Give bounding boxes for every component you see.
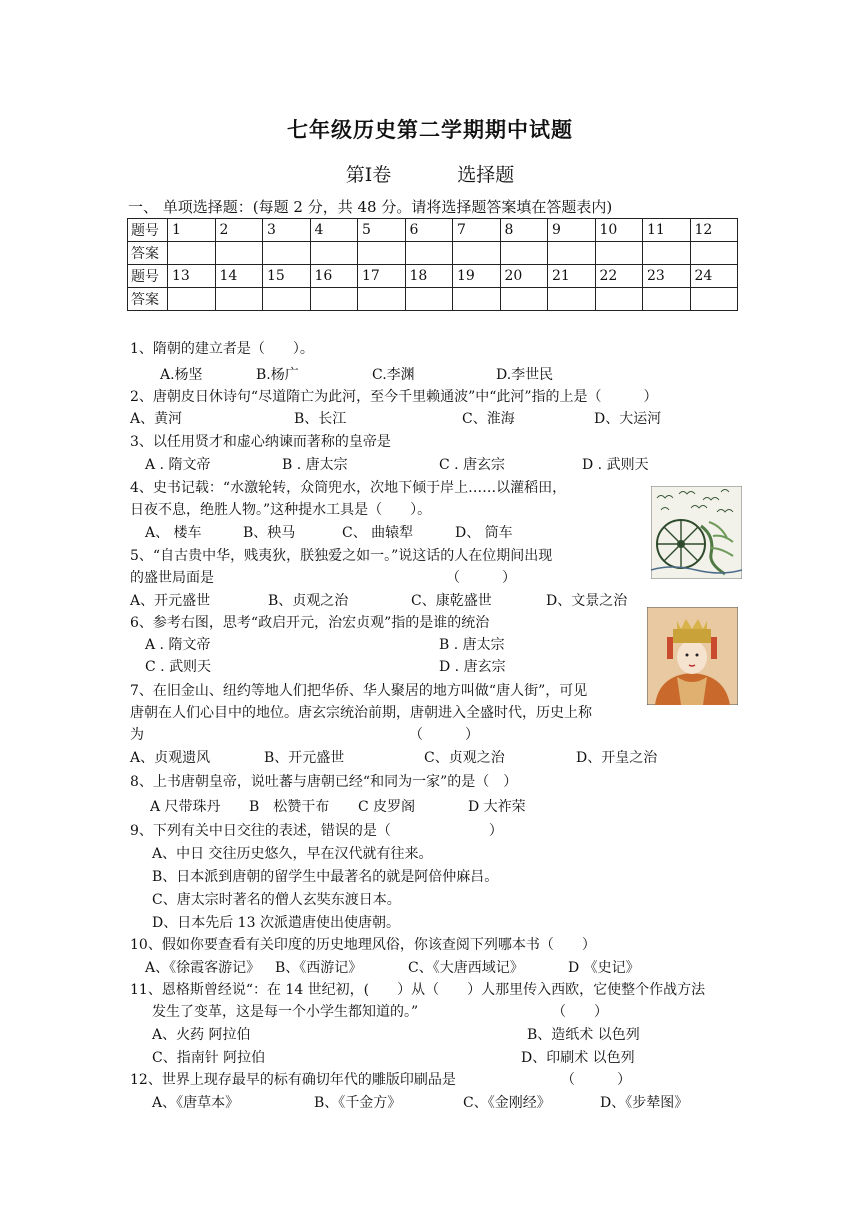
question-3-option-d: D . 武则天 bbox=[582, 457, 649, 473]
table-row bbox=[128, 265, 738, 288]
question-number: 18 bbox=[405, 265, 453, 288]
answer-cell[interactable] bbox=[405, 288, 453, 311]
question-12-option-b: B、《千金方》 bbox=[314, 1095, 402, 1111]
question-12-option-a: A、《唐草本》 bbox=[152, 1095, 240, 1111]
table-row bbox=[128, 219, 738, 242]
question-7-option-c: C、贞观之治 bbox=[424, 750, 505, 766]
question-8-option-c: C 皮罗阁 bbox=[358, 799, 416, 815]
question-11-option-b: B、造纸术 以色列 bbox=[527, 1027, 640, 1043]
answer-cell[interactable] bbox=[453, 242, 501, 265]
answer-cell[interactable] bbox=[643, 288, 691, 311]
answer-cell[interactable] bbox=[358, 242, 406, 265]
question-12-option-c: C、《金刚经》 bbox=[463, 1095, 551, 1111]
question-9-option-b: B、日本派到唐朝的留学生中最著名的就是阿倍仲麻吕。 bbox=[152, 869, 499, 885]
answer-cell[interactable] bbox=[500, 242, 548, 265]
table-row bbox=[128, 242, 738, 265]
question-11-blank: （ ） bbox=[552, 1004, 608, 1020]
question-6-option-b: B . 唐太宗 bbox=[439, 637, 505, 653]
question-number: 13 bbox=[168, 265, 216, 288]
question-number: 21 bbox=[548, 265, 596, 288]
question-3-stem: 3、以任用贤才和虚心纳谏而著称的皇帝是 bbox=[130, 434, 391, 450]
question-4-option-c: C、 曲辕犁 bbox=[342, 525, 414, 541]
question-6-option-c: C . 武则天 bbox=[145, 659, 212, 675]
page-title: 七年级历史第二学期期中试题 bbox=[287, 117, 573, 142]
question-11-line-1: 11、恩格斯曾经说“：在 14 世纪初，( ）从（ ）人那里传入西欧，它使整个作战方法 bbox=[130, 982, 706, 998]
answer-cell[interactable] bbox=[310, 288, 358, 311]
volume-label: 第Ⅰ卷 bbox=[345, 164, 392, 186]
question-5-option-d: D、文景之治 bbox=[546, 593, 628, 609]
answer-cell[interactable] bbox=[548, 288, 596, 311]
question-5-option-b: B、贞观之治 bbox=[268, 593, 349, 609]
question-12-blank: （ ） bbox=[561, 1072, 631, 1088]
question-10-option-a: A、《徐霞客游记》 bbox=[145, 960, 261, 976]
question-4-line-2: 日夜不息，绝胜人物。”这种提水工具是（ ）。 bbox=[130, 502, 432, 518]
question-number: 11 bbox=[643, 219, 691, 242]
question-7-option-d: D、开皇之治 bbox=[576, 750, 658, 766]
portrait-icon bbox=[647, 607, 738, 705]
question-number: 24 bbox=[690, 265, 738, 288]
answer-cell[interactable] bbox=[168, 242, 216, 265]
volume-name: 选择题 bbox=[457, 164, 515, 186]
question-5-blank: （ ） bbox=[446, 570, 516, 586]
row-label: 答案 bbox=[128, 288, 168, 311]
question-9-option-c: C、唐太宗时著名的僧人玄奘东渡日本。 bbox=[152, 892, 401, 908]
question-9-stem: 9、下列有关中日交往的表述，错误的是（ ） bbox=[130, 823, 503, 839]
row-label: 题号 bbox=[128, 265, 168, 288]
question-1-option-b: B.杨广 bbox=[256, 367, 299, 383]
question-number: 8 bbox=[500, 219, 548, 242]
answer-cell[interactable] bbox=[595, 242, 643, 265]
question-8-option-b: B 松赞干布 bbox=[249, 799, 330, 815]
answer-cell[interactable] bbox=[548, 242, 596, 265]
question-6-option-a: A . 隋文帝 bbox=[145, 637, 211, 653]
question-2-option-b: B、长江 bbox=[294, 411, 347, 427]
question-7-line-3: 为 bbox=[130, 727, 144, 743]
row-label: 题号 bbox=[128, 219, 168, 242]
question-number: 2 bbox=[215, 219, 263, 242]
question-9-option-a: A、中日 交往历史悠久，早在汉代就有往来。 bbox=[152, 846, 433, 862]
answer-cell[interactable] bbox=[500, 288, 548, 311]
question-10-option-c: C、《大唐西域记》 bbox=[408, 960, 524, 976]
question-7-option-a: A、贞观遗风 bbox=[130, 750, 211, 766]
answer-cell[interactable] bbox=[215, 288, 263, 311]
question-number: 23 bbox=[643, 265, 691, 288]
question-number: 9 bbox=[548, 219, 596, 242]
waterwheel-icon bbox=[651, 486, 742, 579]
answer-cell[interactable] bbox=[263, 242, 311, 265]
section-heading: 一、 单项选择题：(每题 2 分，共 48 分。请将选择题答案填在答题表内) bbox=[128, 198, 613, 216]
question-7-blank: （ ） bbox=[409, 727, 479, 743]
question-number: 17 bbox=[358, 265, 406, 288]
question-4-line-1: 4、史书记载：“水激轮转，众筒兜水，次地下倾于岸上……以灌稻田， bbox=[130, 480, 567, 496]
question-number: 22 bbox=[595, 265, 643, 288]
answer-cell[interactable] bbox=[595, 288, 643, 311]
question-number: 3 bbox=[263, 219, 311, 242]
question-3-option-c: C . 唐玄宗 bbox=[439, 457, 506, 473]
question-6-option-d: D . 唐玄宗 bbox=[439, 659, 506, 675]
question-number: 7 bbox=[453, 219, 501, 242]
question-2-option-a: A、黄河 bbox=[130, 411, 183, 427]
question-6-stem: 6、参考右图，思考“政启开元，治宏贞观”指的是谁的统治 bbox=[130, 615, 490, 631]
empress-portrait bbox=[647, 607, 738, 705]
answer-cell[interactable] bbox=[643, 242, 691, 265]
question-2-option-c: C、淮海 bbox=[462, 411, 515, 427]
question-8-option-d: D 大祚荣 bbox=[468, 799, 526, 815]
question-4-option-b: B、秧马 bbox=[243, 525, 296, 541]
question-number: 16 bbox=[310, 265, 358, 288]
question-number: 5 bbox=[358, 219, 406, 242]
question-5-line-2: 的盛世局面是 bbox=[130, 570, 214, 586]
question-1-option-d: D.李世民 bbox=[496, 367, 554, 383]
answer-cell[interactable] bbox=[358, 288, 406, 311]
question-9-option-d: D、日本先后 13 次派遣唐使出使唐朝。 bbox=[152, 915, 400, 931]
question-10-option-d: D 《史记》 bbox=[568, 960, 640, 976]
question-7-line-1: 7、在旧金山、纽约等地人们把华侨、华人聚居的地方叫做“唐人街”，可见 bbox=[130, 683, 588, 699]
question-11-option-c: C、指南针 阿拉伯 bbox=[152, 1050, 266, 1066]
waterwheel-illustration bbox=[651, 486, 742, 579]
answer-cell[interactable] bbox=[453, 288, 501, 311]
question-2-option-d: D、大运河 bbox=[594, 411, 662, 427]
question-2-stem: 2、唐朝皮日休诗句“尽道隋亡为此河，至今千里赖通波”中“此河”指的上是（ ） bbox=[130, 389, 658, 405]
answer-cell[interactable] bbox=[405, 242, 453, 265]
question-number: 4 bbox=[310, 219, 358, 242]
question-7-line-2: 唐朝在人们心目中的地位。唐玄宗统治前期，唐朝进入全盛时代，历史上称 bbox=[130, 705, 592, 721]
question-number: 1 bbox=[168, 219, 216, 242]
question-4-option-d: D、 筒车 bbox=[455, 525, 513, 541]
question-number: 14 bbox=[215, 265, 263, 288]
question-7-option-b: B、开元盛世 bbox=[264, 750, 345, 766]
question-10-stem: 10、假如你要查看有关印度的历史地理风俗，你该查阅下列哪本书（ ） bbox=[130, 937, 596, 953]
question-11-line-2: 发生了变革，这是每一个小学生都知道的。” bbox=[152, 1004, 419, 1020]
table-row bbox=[128, 288, 738, 311]
question-12-option-d: D、《步辇图》 bbox=[600, 1095, 689, 1111]
question-number: 20 bbox=[500, 265, 548, 288]
question-4-option-a: A、 楼车 bbox=[145, 525, 202, 541]
answer-cell[interactable] bbox=[263, 288, 311, 311]
question-11-option-a: A、火药 阿拉伯 bbox=[152, 1027, 251, 1043]
row-label: 答案 bbox=[128, 242, 168, 265]
question-10-option-b: B、《西游记》 bbox=[275, 960, 363, 976]
question-5-line-1: 5、“自古贵中华，贱夷狄，朕独爱之如一。”说这话的人在位期间出现 bbox=[130, 548, 553, 564]
question-number: 15 bbox=[263, 265, 311, 288]
answer-cell[interactable] bbox=[690, 288, 738, 311]
question-1-stem: 1、隋朝的建立者是（ ）。 bbox=[130, 341, 314, 357]
question-1-option-a: A.杨坚 bbox=[160, 367, 203, 383]
answer-cell[interactable] bbox=[690, 242, 738, 265]
question-3-option-a: A . 隋文帝 bbox=[145, 457, 211, 473]
answer-table bbox=[127, 218, 738, 311]
question-12-stem: 12、世界上现存最早的标有确切年代的雕版印刷品是 bbox=[130, 1072, 456, 1088]
question-5-option-c: C、康乾盛世 bbox=[411, 593, 492, 609]
question-11-option-d: D、印刷术 以色列 bbox=[521, 1050, 635, 1066]
question-5-option-a: A、开元盛世 bbox=[130, 593, 211, 609]
question-3-option-b: B . 唐太宗 bbox=[282, 457, 348, 473]
question-number: 12 bbox=[690, 219, 738, 242]
question-number: 6 bbox=[405, 219, 453, 242]
answer-cell[interactable] bbox=[310, 242, 358, 265]
volume-heading bbox=[0, 160, 860, 187]
answer-cell[interactable] bbox=[168, 288, 216, 311]
question-number: 19 bbox=[453, 265, 501, 288]
question-8-stem: 8、上书唐朝皇帝，说吐蕃与唐朝已经“和同为一家”的是（ ） bbox=[130, 774, 518, 790]
question-8-option-a: A 尺带珠丹 bbox=[150, 799, 221, 815]
question-1-option-c: C.李渊 bbox=[372, 367, 415, 383]
question-number: 10 bbox=[595, 219, 643, 242]
answer-cell[interactable] bbox=[215, 242, 263, 265]
